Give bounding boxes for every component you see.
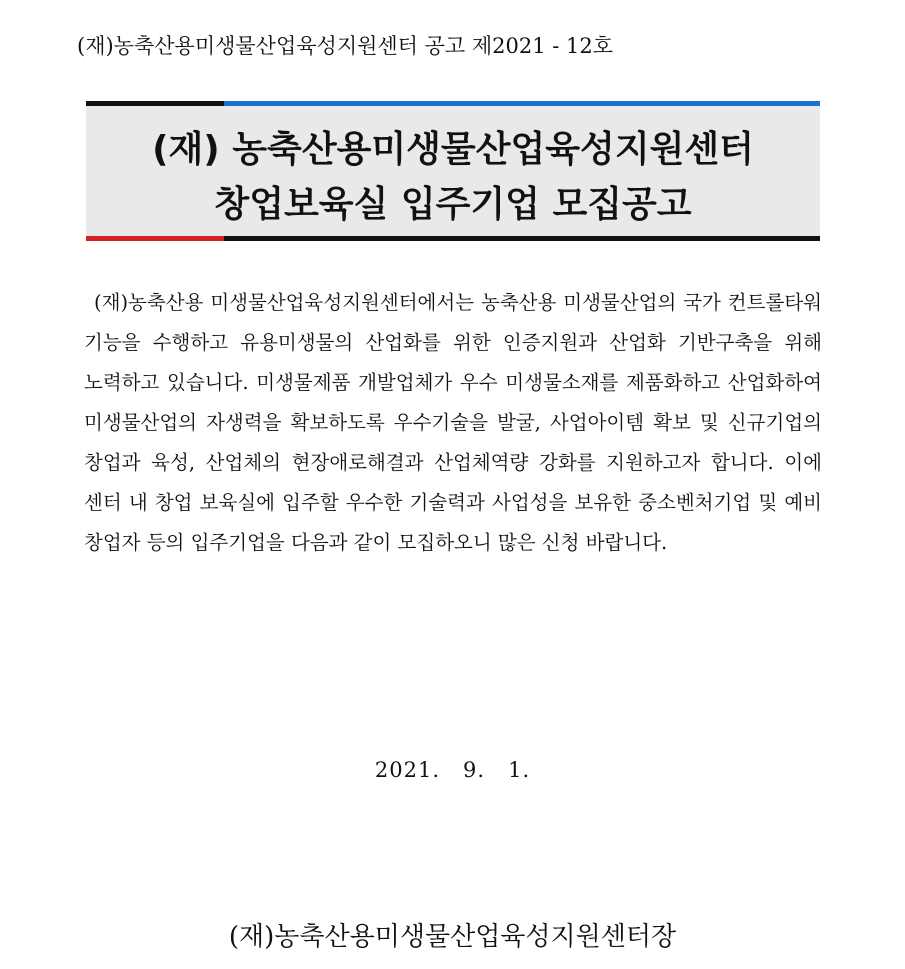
title-bottom-bar xyxy=(86,236,820,241)
bottom-bar-black-segment xyxy=(224,236,820,241)
bottom-bar-red-segment xyxy=(86,236,224,241)
top-bar-black-segment xyxy=(86,101,224,106)
title-top-bar xyxy=(86,101,820,106)
notice-number: (재)농축산용미생물산업육성지원센터 공고 제2021 - 12호 xyxy=(77,34,614,58)
announcement-date: 2021. 9. 1. xyxy=(374,758,531,782)
title-line-2: 창업보육실 입주기업 모집공고 xyxy=(214,184,692,225)
signer: (재)농축산용미생물산업육성지원센터장 xyxy=(228,922,677,952)
title-line-1: (재) 농축산용미생물산업육성지원센터 xyxy=(152,129,754,170)
title-box xyxy=(86,101,820,241)
announcement-body: (재)농축산용 미생물산업육성지원센터에서는 농축산용 미생물산업의 국가 컨트롤타워 기능을 수행하고 유용미생물의 산업화를 위한 인증지원과 산업화 기반구축을 위해 노력하고 있습니다. 미생물제품 개발업체가 우수 미생물소재를 제품화하고 산업화하여 미생물산업의 자생력을 확보하도록 우수기술을 발굴, 사업아이템 확보 및 신규기업의 창업과 육성, 산업체의 현장애로해결과 산업체역량 강화를 지원하고자 합니다. 이에 센터 내 창업 보육실에 입주할 우수한 기술력과 사업성을 보유한 중소벤처기업 및 예비 창업자 등의 입주기업을 다음과 같이 모집하오니 많은 신청 바랍니다. xyxy=(84,291,822,554)
top-bar-blue-segment xyxy=(224,101,820,106)
